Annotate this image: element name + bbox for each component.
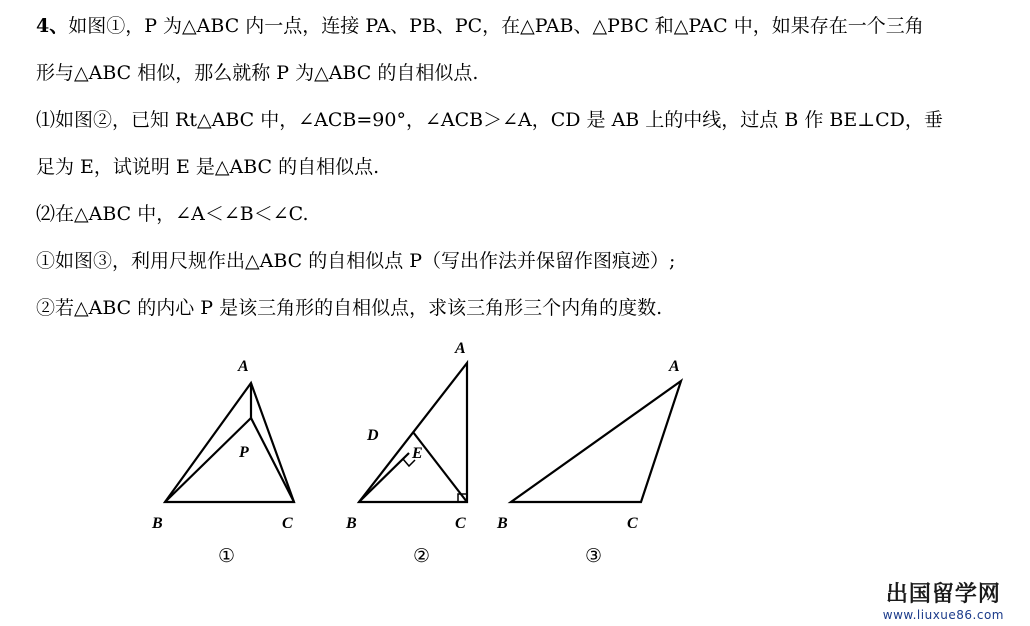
question-2-part-2: ②若△ABC 的内心 P 是该三角形的自相似点，求该三角形三个内角的度数. bbox=[36, 297, 663, 319]
fig1-label-a: A bbox=[238, 358, 249, 375]
fig2-label-e: E bbox=[412, 445, 423, 462]
question-1-line-2: 足为 E，试说明 E 是△ABC 的自相似点. bbox=[36, 156, 380, 178]
question-2-part-1: ①如图③，利用尺规作出△ABC 的自相似点 P（写出作法并保留作图痕迹）; bbox=[36, 250, 676, 272]
fig2-label-c: C bbox=[455, 515, 466, 532]
fig3-label-b: B bbox=[497, 515, 508, 532]
segment-pc bbox=[251, 418, 294, 502]
fig1-label-b: B bbox=[152, 515, 163, 532]
problem-number: 4、 bbox=[36, 15, 69, 37]
segment-be bbox=[359, 453, 409, 502]
figure-1 bbox=[165, 383, 294, 502]
fig2-caption: ② bbox=[413, 546, 431, 567]
question-1-line-1: ⑴如图②，已知 Rt△ABC 中，∠ACB=90°，∠ACB＞∠A，CD 是 AB 上的中线，过点 B 作 BE⊥CD，垂 bbox=[36, 109, 943, 131]
problem-line-2: 形与△ABC 相似，那么就称 P 为△ABC 的自相似点. bbox=[36, 62, 479, 84]
triangle-abc-3 bbox=[511, 381, 681, 502]
problem-line-1: 4、如图①，P 为△ABC 内一点，连接 PA、PB、PC，在△PAB、△PBC 和△PAC 中，如果存在一个三角 bbox=[36, 15, 924, 37]
fig1-label-p: P bbox=[239, 444, 249, 461]
fig1-caption: ① bbox=[218, 546, 236, 567]
fig2-label-b: B bbox=[346, 515, 357, 532]
watermark-logo bbox=[883, 577, 1004, 622]
fig2-label-a: A bbox=[455, 340, 466, 357]
segment-cd bbox=[413, 432, 467, 502]
question-2: ⑵在△ABC 中，∠A＜∠B＜∠C. bbox=[36, 203, 309, 225]
fig3-label-c: C bbox=[627, 515, 638, 532]
fig2-label-d: D bbox=[367, 427, 379, 444]
figure-3 bbox=[511, 381, 681, 502]
fig3-label-a: A bbox=[669, 358, 680, 375]
watermark-url: www.liuxue86.com bbox=[882, 608, 1004, 622]
fig1-label-c: C bbox=[282, 515, 293, 532]
fig3-caption: ③ bbox=[585, 546, 603, 567]
watermark-name: 出国留学网 bbox=[885, 582, 1001, 607]
